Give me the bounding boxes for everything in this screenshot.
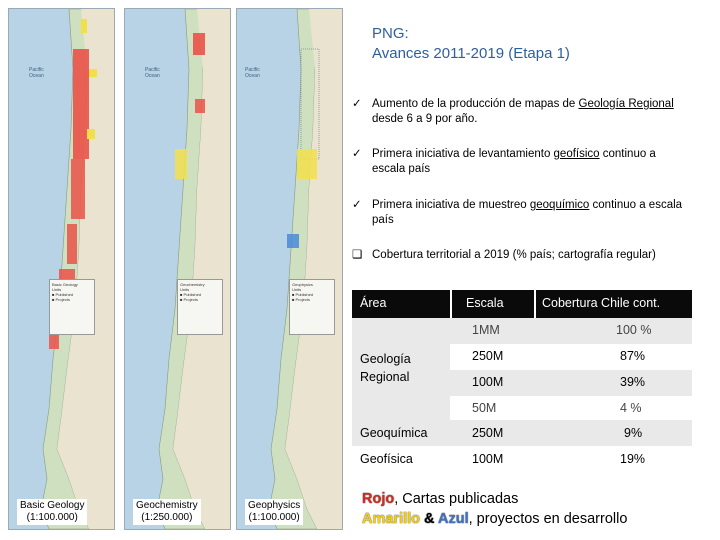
- bullet-item: [352, 248, 692, 280]
- checkmark-icon: ✓: [352, 199, 362, 211]
- table-cell-scale: 250M: [472, 426, 504, 440]
- bullet-text: Cobertura territorial a 2019 (% país; cartografía regular): [372, 249, 656, 261]
- checkmark-icon: ✓: [352, 148, 362, 160]
- table-header-coverage: Cobertura Chile cont.: [536, 290, 692, 318]
- bullet-text: Aumento de la producción de mapas de Geología Regional desde 6 a 9 por año.: [372, 98, 674, 125]
- title-line-2: Avances 2011-2019 (Etapa 1): [372, 45, 570, 62]
- legend-yellow-word: Amarillo: [362, 511, 421, 527]
- ocean-label: Pacific Ocean: [145, 67, 160, 79]
- table-cell-scale: 100M: [472, 375, 504, 389]
- table-cell-scale: 50M: [472, 401, 497, 415]
- table-cell-area: Geoquímica: [360, 426, 428, 440]
- table-cell-scale: 1MM: [472, 323, 500, 337]
- map-geochemistry: [124, 8, 231, 530]
- legend-blue-word: Azul: [438, 511, 469, 527]
- ocean-label: Pacific Ocean: [29, 67, 44, 79]
- bullet-item: [352, 198, 692, 230]
- coverage-table: [352, 290, 692, 472]
- map-caption: Basic Geology (1:100.000): [17, 499, 87, 525]
- map-legend: Geochemistry Units ■ Published ■ Projects: [177, 279, 223, 335]
- table-cell-scale: 250M: [472, 349, 504, 363]
- table-cell-coverage: 100 %: [616, 323, 652, 337]
- map-basic-geology: [8, 8, 115, 530]
- chile-land-map: [9, 9, 114, 529]
- title-line-1: PNG:: [372, 25, 409, 42]
- checkbox-square-icon: ❑: [352, 249, 363, 261]
- table-cell-coverage: 39%: [620, 375, 646, 389]
- color-legend-notes: [362, 489, 627, 529]
- chile-land-map: [125, 9, 230, 529]
- table-header-scale: Escala: [452, 290, 534, 318]
- map-geophysics: [236, 8, 343, 530]
- bullet-item: [352, 97, 692, 129]
- legend-line-projects: Amarillo & Azul, proyectos en desarrollo: [362, 511, 628, 527]
- bullet-item: [352, 147, 692, 179]
- map-legend: Basic Geology Units ■ Published ■ Projects: [49, 279, 95, 335]
- bullet-text: Primera iniciativa de levantamiento geofísico continuo a escala país: [372, 148, 656, 175]
- ocean-label: Pacific Ocean: [245, 67, 260, 79]
- legend-red-word: Rojo: [362, 491, 395, 507]
- table-cell-coverage: 19%: [620, 452, 646, 466]
- table-cell-coverage: 9%: [624, 426, 643, 440]
- table-cell-coverage: 4 %: [620, 401, 642, 415]
- table-header-area: Área: [352, 290, 450, 318]
- table-cell-area: Geofísica: [360, 452, 413, 466]
- map-legend: Geophysics Units ■ Published ■ Projects: [289, 279, 335, 335]
- legend-line-published: Rojo, Cartas publicadas: [362, 491, 519, 507]
- bullet-text: Primera iniciativa de muestreo geoquímico continuo a escala país: [372, 199, 683, 226]
- table-cell-coverage: 87%: [620, 349, 646, 363]
- chile-land-map: [237, 9, 342, 529]
- table-cell-scale: 100M: [472, 452, 504, 466]
- map-caption: Geophysics (1:100.000): [245, 499, 303, 525]
- table-cell-area: Geología Regional: [360, 352, 411, 384]
- checkmark-icon: ✓: [352, 98, 362, 110]
- slide-title: [372, 24, 570, 64]
- map-caption: Geochemistry (1:250.000): [133, 499, 201, 525]
